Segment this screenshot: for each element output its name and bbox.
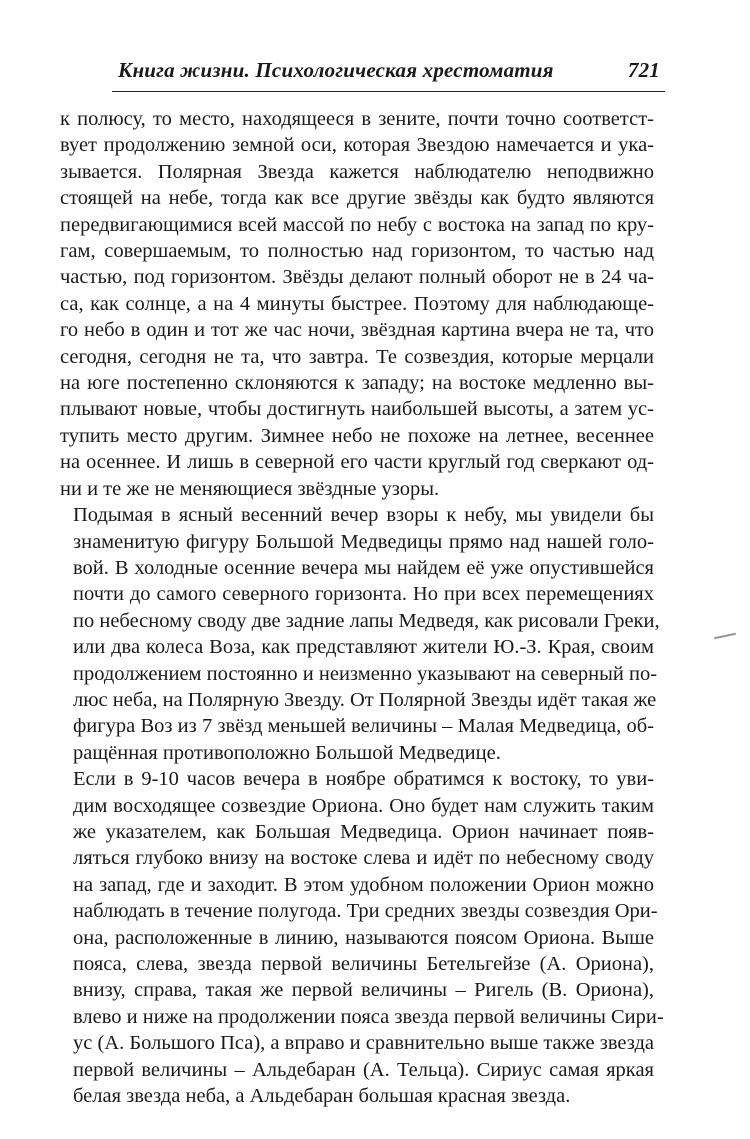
text-line: ляться глубоко внизу на востоке слева и идёт по небесному своду xyxy=(73,847,654,870)
paragraph-2 xyxy=(60,502,660,766)
text-line: пояса, слева, звезда первой величины Бетельгейзе (А. Ориона), xyxy=(73,953,654,975)
running-header-title: Книга жизни. Психологическая хрестоматия xyxy=(118,58,554,82)
text-line: стоящей на небе, тогда как все другие звёзды как будто являются xyxy=(60,187,654,210)
paragraph-3 xyxy=(60,766,664,1109)
text-line: наблюдать в течение полугода. Три средних звезды созвездия Ори- xyxy=(73,900,658,923)
text-line: она, расположенные в линию, называются поясом Ориона. Выше xyxy=(73,926,654,949)
text-line: же указателем, как Большая Медведица. Орион начинает появ- xyxy=(73,820,654,843)
text-line: са, как солнце, а на 4 минуты быстрее. Поэтому для наблюдающе- xyxy=(60,292,654,315)
margin-pencil-mark xyxy=(714,633,736,640)
page-number: 721 xyxy=(627,58,660,82)
text-line: тупить место другим. Зимнее небо не похоже на летнее, весеннее xyxy=(60,424,654,447)
text-line: ни и те же не меняющиеся звёздные узоры. xyxy=(60,477,440,500)
body-text xyxy=(60,106,664,1109)
text-line: первой величины – Альдебаран (А. Тельца). Сириус самая яркая xyxy=(73,1058,654,1081)
text-line: передвигающимися всей массой по небу с востока на запад по кру- xyxy=(60,213,654,236)
text-line: фигура Воз из 7 звёзд меньшей величины – Малая Медведица, об- xyxy=(73,715,654,738)
text-line: к полюсу, то место, находящееся в зените, почти точно соответст- xyxy=(60,108,654,130)
text-line: на осеннее. И лишь в северной его части круглый год сверкают од- xyxy=(60,451,654,474)
text-line: зывается. Полярная Звезда кажется наблюдателю неподвижно xyxy=(60,160,654,183)
header-rule xyxy=(112,91,665,92)
running-header xyxy=(118,58,660,88)
text-line: на запад, где и заходит. В этом удобном положении Орион можно xyxy=(73,873,654,896)
text-line: го небо в один и тот же час ночи, звёздная картина вчера не та, что xyxy=(60,319,654,342)
text-line: влево и ниже на продолжении пояса звезда первой величины Сири- xyxy=(73,1005,664,1028)
text-line: частью, под горизонтом. Звёзды делают полный оборот не в 24 ча- xyxy=(60,266,654,289)
text-line: внизу, справа, такая же первой величины – Ригель (В. Ориона), xyxy=(73,979,654,1002)
text-line: почти до самого северного горизонта. Но при всех перемещениях xyxy=(73,583,654,606)
text-line: ус (А. Большого Пса), а вправо и сравнительно выше также звезда xyxy=(73,1032,654,1055)
text-line: люс неба, на Полярную Звезду. От Полярной Звезды идёт такая же xyxy=(73,688,657,711)
text-line: знаменитую фигуру Большой Медведицы прямо над нашей голо- xyxy=(73,530,654,553)
text-line: дим восходящее созвездие Ориона. Оно будет нам служить таким xyxy=(73,794,654,817)
text-line: на юге постепенно склоняются к западу; на востоке медленно вы- xyxy=(60,372,654,395)
text-line: по небесному своду две задние лапы Медведя, как рисовали Греки, xyxy=(73,609,660,632)
text-line: Если в 9-10 часов вечера в ноябре обратимся к востоку, то уви- xyxy=(73,768,654,791)
text-line: сегодня, сегодня не та, что завтра. Те созвездия, которые мерцали xyxy=(60,345,654,368)
text-line: ращённая противоположно Большой Медведице. xyxy=(73,741,501,764)
text-line: Подымая в ясный весенний вечер взоры к небу, мы увидели бы xyxy=(73,504,654,527)
text-line: плывают новые, чтобы достигнуть наибольшей высоты, а затем ус- xyxy=(60,398,654,421)
text-line: продолжением постоянно и неизменно указывают на северный по- xyxy=(73,662,658,685)
text-line: гам, совершаемым, то полностью над горизонтом, то частью над xyxy=(60,240,654,263)
text-line: вой. В холодные осенние вечера мы найдем её уже опустившейся xyxy=(73,556,654,579)
paragraph-1 xyxy=(60,106,654,502)
text-line: вует продолжению земной оси, которая Звездою намечается и ука- xyxy=(60,134,654,157)
text-line: белая звезда неба, а Альдебаран большая красная звезда. xyxy=(73,1085,571,1108)
text-line: или два колеса Воза, как представляют жители Ю.-З. Края, своим xyxy=(73,636,654,659)
